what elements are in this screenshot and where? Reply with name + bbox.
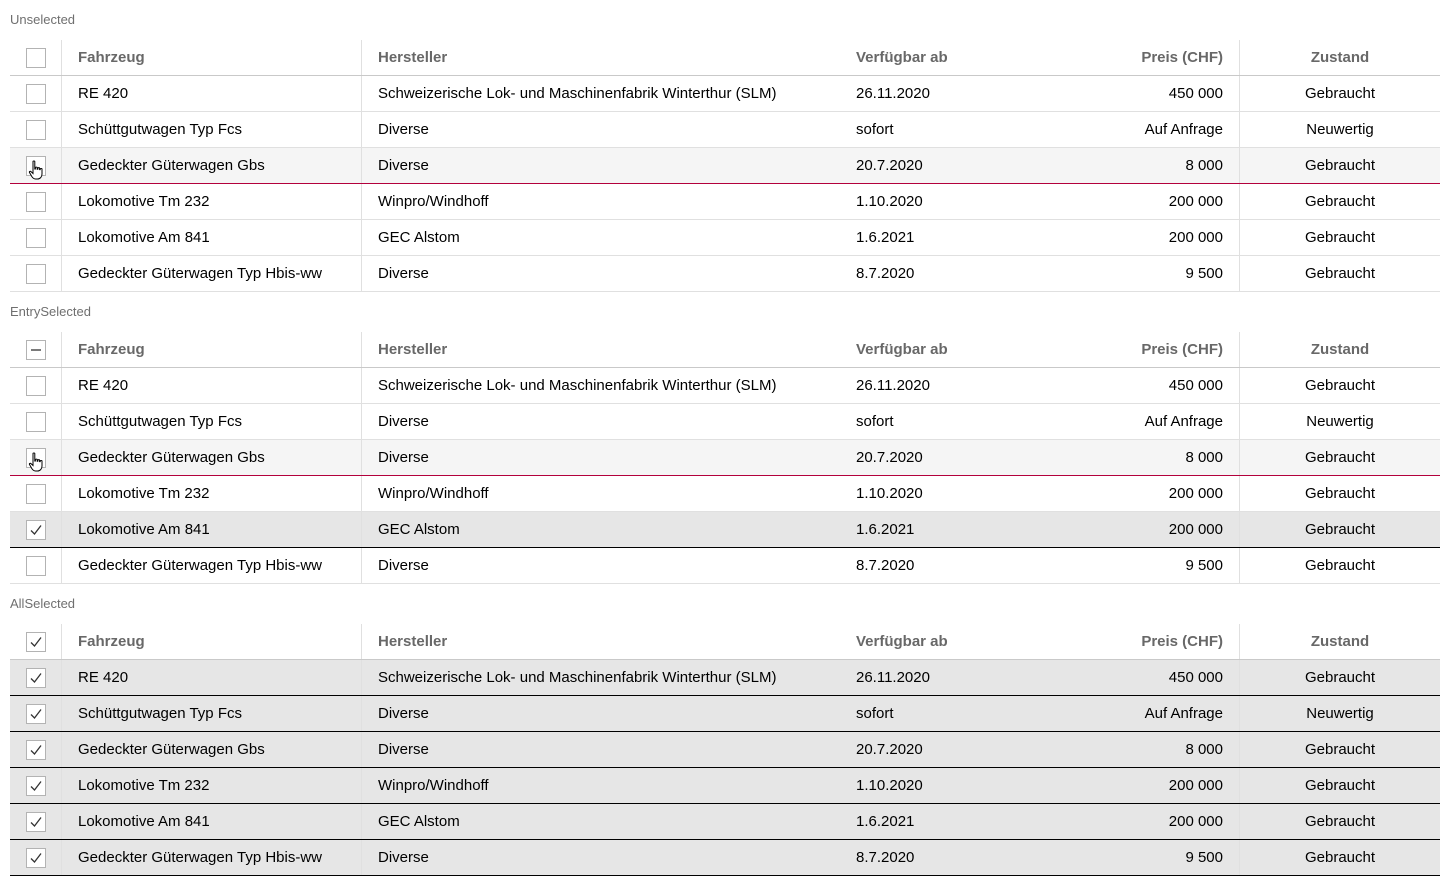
table-row[interactable] xyxy=(10,148,1440,184)
cell-condition: Gebraucht xyxy=(1304,265,1376,282)
cell-available-from: 20.7.2020 xyxy=(856,741,923,758)
cell-condition: Neuwertig xyxy=(1306,413,1374,430)
row-checkbox-cell xyxy=(10,440,62,475)
cell-price: 200 000 xyxy=(1040,768,1240,803)
table-row[interactable] xyxy=(10,476,1440,512)
cell-vehicle: Lokomotive Tm 232 xyxy=(62,768,362,803)
cell-manufacturer: Diverse xyxy=(378,265,429,282)
row-checkbox-cell xyxy=(10,768,62,803)
data-table xyxy=(10,40,1440,292)
column-header-available-from[interactable]: Verfügbar ab xyxy=(856,341,948,358)
column-header-vehicle[interactable]: Fahrzeug xyxy=(62,40,362,75)
row-checkbox-cell xyxy=(10,660,62,695)
cell-price: 8 000 xyxy=(1040,732,1240,767)
cell-available-from: sofort xyxy=(856,413,894,430)
header-checkbox-cell xyxy=(10,40,62,75)
row-checkbox-cell xyxy=(10,840,62,875)
section-label: AllSelected xyxy=(10,596,76,611)
cell-manufacturer: GEC Alstom xyxy=(378,521,460,538)
cell-price: 9 500 xyxy=(1040,548,1240,583)
row-checkbox-cell xyxy=(10,404,62,439)
table-row[interactable] xyxy=(10,404,1440,440)
section-label: EntrySelected xyxy=(10,304,91,319)
table-header-row xyxy=(10,332,1440,368)
row-checkbox-cell xyxy=(10,732,62,767)
cell-price: 8 000 xyxy=(1040,148,1240,183)
cell-price: 200 000 xyxy=(1040,476,1240,511)
cell-available-from: sofort xyxy=(856,705,894,722)
header-checkbox-cell xyxy=(10,624,62,659)
hand-pointer-cursor-icon xyxy=(28,450,44,470)
table-row[interactable] xyxy=(10,512,1440,548)
cell-price: Auf Anfrage xyxy=(1040,696,1240,731)
row-checkbox[interactable] xyxy=(26,484,46,504)
cell-price: Auf Anfrage xyxy=(1040,404,1240,439)
cell-available-from: 26.11.2020 xyxy=(856,669,930,686)
table-row[interactable] xyxy=(10,804,1440,840)
cell-price: 450 000 xyxy=(1040,76,1240,111)
cell-vehicle: Lokomotive Am 841 xyxy=(62,804,362,839)
column-header-manufacturer[interactable]: Hersteller xyxy=(378,633,448,650)
cell-vehicle: Lokomotive Tm 232 xyxy=(62,476,362,511)
cell-condition: Gebraucht xyxy=(1304,193,1376,210)
cell-price: 200 000 xyxy=(1040,804,1240,839)
cell-price: 200 000 xyxy=(1040,512,1240,547)
table-row[interactable] xyxy=(10,368,1440,404)
cell-manufacturer: Winpro/Windhoff xyxy=(378,777,489,794)
column-header-condition[interactable]: Zustand xyxy=(1310,341,1370,358)
cell-vehicle: Lokomotive Tm 232 xyxy=(62,184,362,219)
cell-price: 9 500 xyxy=(1040,840,1240,875)
row-checkbox[interactable] xyxy=(26,776,46,796)
row-checkbox-cell xyxy=(10,548,62,583)
cell-vehicle: RE 420 xyxy=(62,660,362,695)
cell-condition: Gebraucht xyxy=(1304,377,1376,394)
cell-manufacturer: GEC Alstom xyxy=(378,813,460,830)
cell-condition: Gebraucht xyxy=(1304,777,1376,794)
cell-manufacturer: Schweizerische Lok- und Maschinenfabrik Winterthur (SLM) xyxy=(378,377,777,394)
cell-condition: Gebraucht xyxy=(1304,521,1376,538)
row-checkbox[interactable] xyxy=(26,376,46,396)
row-checkbox-cell xyxy=(10,256,62,291)
section-label: Unselected xyxy=(10,12,76,27)
table-header-row xyxy=(10,40,1440,76)
row-checkbox-cell xyxy=(10,804,62,839)
column-header-available-from[interactable]: Verfügbar ab xyxy=(856,49,948,66)
cell-manufacturer: Winpro/Windhoff xyxy=(378,485,489,502)
cell-condition: Gebraucht xyxy=(1304,157,1376,174)
cell-manufacturer: Diverse xyxy=(378,741,429,758)
column-header-condition[interactable]: Zustand xyxy=(1310,633,1370,650)
cell-manufacturer: Diverse xyxy=(378,449,429,466)
cell-vehicle: Gedeckter Güterwagen Gbs xyxy=(62,440,362,475)
table-row[interactable] xyxy=(10,732,1440,768)
cell-price: 200 000 xyxy=(1040,220,1240,255)
cell-vehicle: Gedeckter Güterwagen Gbs xyxy=(62,148,362,183)
table-row[interactable] xyxy=(10,184,1440,220)
column-header-vehicle[interactable]: Fahrzeug xyxy=(62,624,362,659)
table-row[interactable] xyxy=(10,696,1440,732)
row-checkbox[interactable] xyxy=(26,120,46,140)
cell-available-from: 1.10.2020 xyxy=(856,485,923,502)
table-row[interactable] xyxy=(10,660,1440,696)
row-checkbox[interactable] xyxy=(26,556,46,576)
cell-condition: Gebraucht xyxy=(1304,741,1376,758)
cell-manufacturer: Diverse xyxy=(378,413,429,430)
cell-manufacturer: Diverse xyxy=(378,121,429,138)
cell-available-from: 1.10.2020 xyxy=(856,193,923,210)
cell-manufacturer: Diverse xyxy=(378,557,429,574)
row-checkbox-cell xyxy=(10,368,62,403)
table-section xyxy=(0,292,1450,584)
cell-manufacturer: Winpro/Windhoff xyxy=(378,193,489,210)
cell-condition: Gebraucht xyxy=(1304,669,1376,686)
row-checkbox[interactable] xyxy=(26,704,46,724)
row-checkbox[interactable] xyxy=(26,668,46,688)
cell-available-from: 1.6.2021 xyxy=(856,813,915,830)
cell-price: 450 000 xyxy=(1040,660,1240,695)
row-checkbox-cell xyxy=(10,696,62,731)
table-row[interactable] xyxy=(10,256,1440,292)
data-table xyxy=(10,624,1440,876)
cell-available-from: 1.6.2021 xyxy=(856,521,915,538)
column-header-price[interactable]: Preis (CHF) xyxy=(1040,624,1240,659)
cell-condition: Gebraucht xyxy=(1304,849,1376,866)
cell-price: 8 000 xyxy=(1040,440,1240,475)
row-checkbox-cell xyxy=(10,476,62,511)
row-checkbox[interactable] xyxy=(26,520,46,540)
column-header-available-from[interactable]: Verfügbar ab xyxy=(856,633,948,650)
cell-available-from: 8.7.2020 xyxy=(856,265,915,282)
cell-condition: Gebraucht xyxy=(1304,449,1376,466)
cell-price: 9 500 xyxy=(1040,256,1240,291)
row-checkbox-cell xyxy=(10,220,62,255)
row-checkbox-cell xyxy=(10,512,62,547)
cell-vehicle: RE 420 xyxy=(62,368,362,403)
cell-available-from: 20.7.2020 xyxy=(856,449,923,466)
cell-manufacturer: Schweizerische Lok- und Maschinenfabrik Winterthur (SLM) xyxy=(378,85,777,102)
cell-vehicle: Schüttgutwagen Typ Fcs xyxy=(62,696,362,731)
table-section xyxy=(0,0,1450,292)
cell-available-from: 8.7.2020 xyxy=(856,557,915,574)
cell-price: Auf Anfrage xyxy=(1040,112,1240,147)
cell-vehicle: Gedeckter Güterwagen Typ Hbis-ww xyxy=(62,840,362,875)
cell-available-from: 20.7.2020 xyxy=(856,157,923,174)
cell-vehicle: Lokomotive Am 841 xyxy=(62,220,362,255)
column-header-price[interactable]: Preis (CHF) xyxy=(1040,332,1240,367)
cell-available-from: sofort xyxy=(856,121,894,138)
cell-manufacturer: GEC Alstom xyxy=(378,229,460,246)
row-checkbox[interactable] xyxy=(26,228,46,248)
cell-manufacturer: Schweizerische Lok- und Maschinenfabrik Winterthur (SLM) xyxy=(378,669,777,686)
column-header-price[interactable]: Preis (CHF) xyxy=(1040,40,1240,75)
select-all-checkbox[interactable] xyxy=(26,48,46,68)
cell-price: 200 000 xyxy=(1040,184,1240,219)
select-all-checkbox[interactable] xyxy=(26,340,46,360)
cell-available-from: 1.10.2020 xyxy=(856,777,923,794)
column-header-vehicle[interactable]: Fahrzeug xyxy=(62,332,362,367)
table-row[interactable] xyxy=(10,440,1440,476)
row-checkbox[interactable] xyxy=(26,412,46,432)
row-checkbox-cell xyxy=(10,76,62,111)
cell-manufacturer: Diverse xyxy=(378,705,429,722)
table-row[interactable] xyxy=(10,220,1440,256)
hand-pointer-cursor-icon xyxy=(28,158,44,178)
cell-vehicle: Schüttgutwagen Typ Fcs xyxy=(62,112,362,147)
row-checkbox[interactable] xyxy=(26,812,46,832)
row-checkbox[interactable] xyxy=(26,84,46,104)
table-row[interactable] xyxy=(10,76,1440,112)
row-checkbox[interactable] xyxy=(26,848,46,868)
table-section xyxy=(0,584,1450,876)
cell-condition: Gebraucht xyxy=(1304,485,1376,502)
cell-condition: Neuwertig xyxy=(1306,121,1374,138)
table-row[interactable] xyxy=(10,840,1440,876)
cell-vehicle: RE 420 xyxy=(62,76,362,111)
cell-vehicle: Gedeckter Güterwagen Gbs xyxy=(62,732,362,767)
row-checkbox[interactable] xyxy=(26,192,46,212)
table-row[interactable] xyxy=(10,548,1440,584)
cell-available-from: 8.7.2020 xyxy=(856,849,915,866)
cell-available-from: 1.6.2021 xyxy=(856,229,915,246)
row-checkbox[interactable] xyxy=(26,740,46,760)
select-all-checkbox[interactable] xyxy=(26,632,46,652)
cell-condition: Gebraucht xyxy=(1304,229,1376,246)
column-header-manufacturer[interactable]: Hersteller xyxy=(378,49,448,66)
cell-condition: Neuwertig xyxy=(1306,705,1374,722)
cell-manufacturer: Diverse xyxy=(378,157,429,174)
column-header-manufacturer[interactable]: Hersteller xyxy=(378,341,448,358)
cell-manufacturer: Diverse xyxy=(378,849,429,866)
cell-vehicle: Gedeckter Güterwagen Typ Hbis-ww xyxy=(62,256,362,291)
row-checkbox-cell xyxy=(10,184,62,219)
cell-vehicle: Schüttgutwagen Typ Fcs xyxy=(62,404,362,439)
cell-available-from: 26.11.2020 xyxy=(856,377,930,394)
cell-vehicle: Gedeckter Güterwagen Typ Hbis-ww xyxy=(62,548,362,583)
row-checkbox[interactable] xyxy=(26,264,46,284)
data-table xyxy=(10,332,1440,584)
table-row[interactable] xyxy=(10,768,1440,804)
cell-condition: Gebraucht xyxy=(1304,85,1376,102)
cell-condition: Gebraucht xyxy=(1304,557,1376,574)
header-checkbox-cell xyxy=(10,332,62,367)
column-header-condition[interactable]: Zustand xyxy=(1310,49,1370,66)
row-checkbox-cell xyxy=(10,148,62,183)
cell-available-from: 26.11.2020 xyxy=(856,85,930,102)
row-checkbox-cell xyxy=(10,112,62,147)
table-header-row xyxy=(10,624,1440,660)
cell-price: 450 000 xyxy=(1040,368,1240,403)
table-row[interactable] xyxy=(10,112,1440,148)
cell-vehicle: Lokomotive Am 841 xyxy=(62,512,362,547)
cell-condition: Gebraucht xyxy=(1304,813,1376,830)
